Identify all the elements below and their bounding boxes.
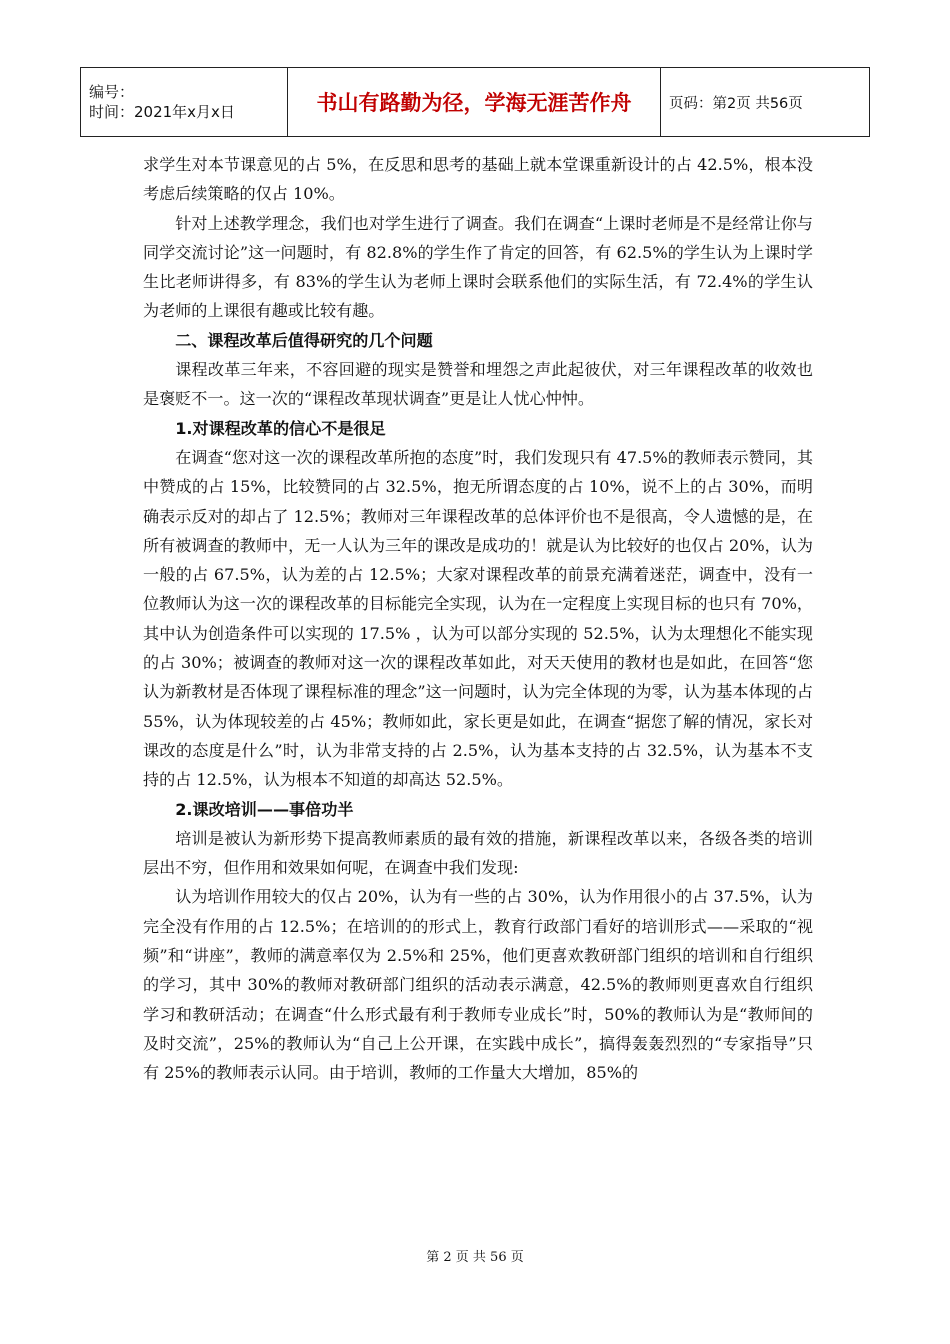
header-table <box>80 67 870 137</box>
subheading-1: 1.对课程改革的信心不是很足 <box>175 418 386 438</box>
paragraph-1: 求学生对本节课意见的占 5%，在反思和思考的基础上就本堂课重新设计的占 42.5%，根本没考虑后续策略的仅占 10%。 <box>143 155 813 204</box>
motto: 书山有路勤为径，学海无涯苦作舟 <box>288 68 661 137</box>
page-footer: 第 2 页 共 56 页 <box>426 1250 524 1265</box>
section-heading: 二、课程改革后值得研究的几个问题 <box>175 330 433 350</box>
time-label: 时间：2021年x月x日 <box>89 103 235 121</box>
paragraph-5: 培训是被认为新形势下提高教师素质的最有效的措施，新课程改革以来，各级各类的培训层出不穷，但作用和效果如何呢，在调查中我们发现: <box>143 828 813 878</box>
subheading-2: 2.课改培训——事倍功半 <box>175 799 354 819</box>
paragraph-4: 在调查“您对这一次的课程改革所抱的态度”时，我们发现只有 47.5%的教师表示赞同，其中赞成的占 15%，比较赞同的占 32.5%，抱无所谓态度的占 10%，说不上的占 30%，而明确表示反对的却占了 12.5%；教师对三年课程改革的总体评价也不是很高，令人遗憾的是，在所有被调查的教师中，无一人认为三年的课改是成功的！就是认为比较好的也仅占 20%，认为一般的占 67.5%，认为差的占 12.5%；大家对课程改革的前景充满着迷茫，调查中，没有一位教师认为这一次的课程改革的目标能完全实现，认为在一定程度上实现目标的也只有 70%，其中认为创造条件可以实现的 17.5% ，认为可以部分实现的 52.5%，认为太理想化不能实现的占 30%；被调查的教师对这一次的课程改革如此，对天天使用的教材也是如此，在回答“您认为新教材是否体现了课程标准的理念”这一问题时，认为完全体现的为零，认为基本体现的占 55%，认为体现较差的占 45%；教师如此，家长更是如此，在调查“据您了解的情况，家长对课改的态度是什么”时，认为非常支持的占 2.5%，认为基本支持的占 32.5%，认为基本不支持的占 12.5%，认为根本不知道的却高达 52.5%。 <box>143 447 813 790</box>
document-body <box>143 150 813 1088</box>
page-info: 页码：第2页 共56页 <box>661 68 870 137</box>
number-label: 编号： <box>89 83 135 101</box>
paragraph-6: 认为培训作用较大的仅占 20%，认为有一些的占 30%，认为作用很小的占 37.5%，认为完全没有作用的占 12.5%；在培训的的形式上，教育行政部门看好的培训形式——采取的“视频”和“讲座”，教师的满意率仅为 2.5%和 25%，他们更喜欢教研部门组织的培训和自行组织的学习，其中 30%的教师对教研部门组织的活动表示满意，42.5%的教师则更喜欢自行组织学习和教研活动；在调查“什么形式最有利于教师专业成长”时，50%的教师认为是“教师间的及时交流”，25%的教师认为“自己上公开课，在实践中成长”，搞得轰轰烈烈的“专家指导”只有 25%的教师表示认同。由于培训，教师的工作量大大增加，85%的 <box>143 887 813 1083</box>
header-meta-cell <box>81 68 288 137</box>
paragraph-3: 课程改革三年来，不容回避的现实是赞誉和埋怨之声此起彼伏，对三年课程改革的收效也是褒贬不一。这一次的“课程改革现状调查”更是让人忧心忡忡。 <box>143 360 813 409</box>
paragraph-2: 针对上述教学理念，我们也对学生进行了调查。我们在调查“上课时老师是不是经常让你与同学交流讨论”这一问题时，有 82.8%的学生作了肯定的回答，有 62.5%的学生认为上课时学生比老师讲得多，有 83%的学生认为老师上课时会联系他们的实际生活，有 72.4%的学生认为老师的上课很有趣或比较有趣。 <box>143 213 813 321</box>
